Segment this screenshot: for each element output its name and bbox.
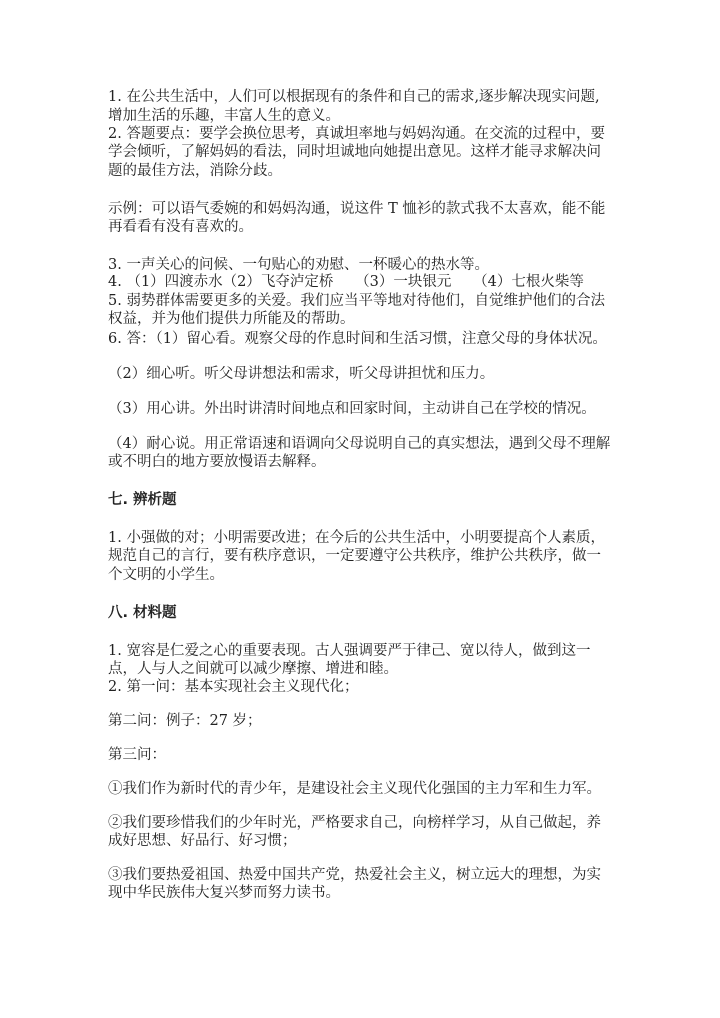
point-2-line: 成好思想、好品行、好习惯； — [108, 833, 297, 849]
section-heading-analysis: 七. 辨析题 — [108, 492, 177, 508]
answer-6-3-line: （3）用心讲。外出时讲清时间地点和回家时间，主动讲自己在学校的情况。 — [108, 401, 596, 417]
material-answer-1-line: 1. 宽容是仁爱之心的重要表现。古人强调要严于律己、宽以待人，做到这一 — [108, 643, 591, 659]
point-3-line: 现中华民族伟大复兴梦而努力读书。 — [108, 885, 340, 901]
answer-6-2-line: （2）细心听。听父母讲想法和需求，听父母讲担忧和压力。 — [108, 366, 495, 382]
example-line: 再看看有没有喜欢的。 — [108, 219, 253, 235]
point-1-line: ①我们作为新时代的青少年，是建设社会主义现代化强国的主力军和生力军。 — [108, 781, 601, 797]
answer-2-line: 题的最佳方法，消除分歧。 — [108, 163, 282, 179]
analysis-answer-line: 个文明的小学生。 — [108, 567, 224, 583]
material-answer-1-line: 点，人与人之间就可以减少摩擦、增进和睦。 — [108, 661, 398, 677]
section-heading-material: 八. 材料题 — [108, 605, 177, 621]
answer-6-line: 6. 答：（1）留心看。观察父母的作息时间和生活习惯，注意父母的身体状况。 — [108, 331, 607, 347]
example-line: 示例：可以语气委婉的和妈妈沟通，说这件 T 恤衫的款式我不太喜欢，能不能 — [108, 201, 606, 217]
answer-5-line: 权益，并为他们提供力所能及的帮助。 — [108, 311, 355, 327]
answer-3-line: 3. 一声关心的问候、一句贴心的劝慰、一杯暖心的热水等。 — [108, 257, 489, 273]
third-question-line: 第三问： — [108, 747, 166, 763]
answer-6-4-line: 或不明白的地方要放慢语去解释。 — [108, 454, 326, 470]
second-question-line: 第二问：例子：27 岁； — [108, 713, 262, 729]
analysis-answer-line: 1. 小强做的对；小明需要改进；在今后的公共生活中，小明要提高个人素质， — [108, 530, 605, 546]
answer-5-line: 5. 弱势群体需要更多的关爱。我们应当平等地对待他们，自觉维护他们的合法 — [108, 293, 605, 309]
answer-4-line: 4. （1）四渡赤水（2）飞夺泸定桥 （3）一块银元 （4）七根火柴等 — [108, 274, 584, 290]
analysis-answer-line: 规范自己的言行，要有秩序意识，一定要遵守公共秩序，维护公共秩序，做一 — [108, 548, 601, 564]
material-answer-2-line: 2. 第一问：基本实现社会主义现代化； — [108, 679, 359, 695]
point-2-line: ②我们要珍惜我们的少年时光，严格要求自己，向榜样学习，从自己做起，养 — [108, 815, 601, 831]
point-3-line: ③我们要热爱祖国、热爱中国共产党，热爱社会主义，树立远大的理想，为实 — [108, 867, 601, 883]
answer-1-line: 1. 在公共生活中，人们可以根据现有的条件和自己的需求,逐步解决现实问题, — [108, 89, 600, 105]
answer-6-4-line: （4）耐心说。用正常语速和语调向父母说明自己的真实想法，遇到父母不理解 — [108, 436, 611, 452]
answer-1-line: 增加生活的乐趣，丰富人生的意义。 — [108, 108, 340, 124]
answer-2-line: 2. 答题要点：要学会换位思考，真诚坦率地与妈妈沟通。在交流的过程中，要 — [108, 126, 605, 142]
answer-2-line: 学会倾听，了解妈妈的看法，同时坦诚地向她提出意见。这样才能寻求解决问 — [108, 144, 601, 160]
